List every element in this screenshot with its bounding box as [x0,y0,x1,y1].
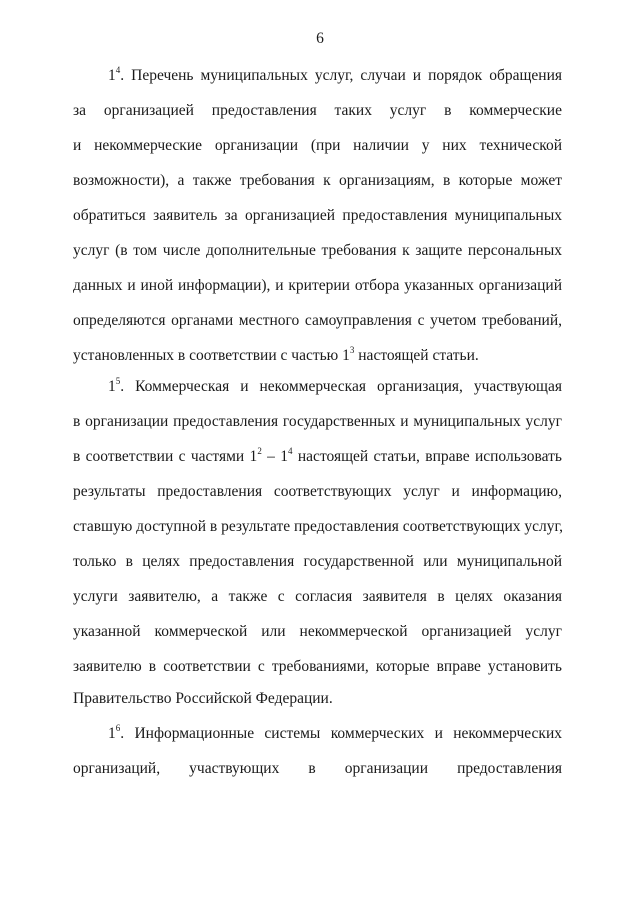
paragraph-2-line-4: результаты предоставления соответствующих услуг и информацию, [73,483,562,500]
paragraph-1-line-1: $1^4$. Перечень муниципальных услуг, случаи и порядок обращения [108,64,562,84]
paragraph-2-line-7: услуги заявителю, а также с согласия заявителя в целях оказания [73,588,562,605]
paragraph-1-line-3: и некоммерческие организации (при наличии у них технической [73,137,562,154]
paragraph-2-line-1: $1^5$. Коммерческая и некоммерческая организация, участвующая [108,375,562,395]
paragraph-3-line-1: $1^6$. Информационные системы коммерческих и некоммерческих [108,722,562,742]
paragraph-1-line-2: за организацией предоставления таких услуг в коммерческие [73,102,562,119]
paragraph-1-line-6: услуг (в том числе дополнительные требования к защите персональных [73,242,562,259]
paragraph-1-line-5: обратиться заявитель за организацией предоставления муниципальных [73,207,562,224]
paragraph-2-line-9: заявителю в соответствии с требованиями, которые вправе установить [73,658,562,675]
paragraph-1-line-4: возможности), а также требования к организациям, в которые может [73,172,562,189]
paragraph-1-line-8: определяются органами местного самоуправления с учетом требований, [73,312,562,329]
paragraph-2-line-10: Правительство Российской Федерации. [73,690,333,707]
paragraph-3-line-2: организаций, участвующих в организации предоставления [73,760,562,777]
paragraph-2-line-6: только в целях предоставления государственной или муниципальной [73,553,562,570]
paragraph-1-line-7: данных и иной информации), и критерии отбора указанных организаций [73,277,562,294]
paragraph-2-line-3: в соответствии с частями $1^2 - 1^4$ настоящей статьи, вправе использовать [73,445,562,465]
paragraph-2-line-5: ставшую доступной в результате предоставления соответствующих услуг, [73,518,564,535]
paragraph-2-line-8: указанной коммерческой или некоммерческой организацией услуг [73,623,562,640]
paragraph-2-line-2: в организации предоставления государственных и муниципальных услуг [73,413,562,430]
page-number: 6 [316,30,324,47]
paragraph-1-line-9: установленных в соответствии с частью $1^3$ настоящей статьи. [73,344,479,364]
